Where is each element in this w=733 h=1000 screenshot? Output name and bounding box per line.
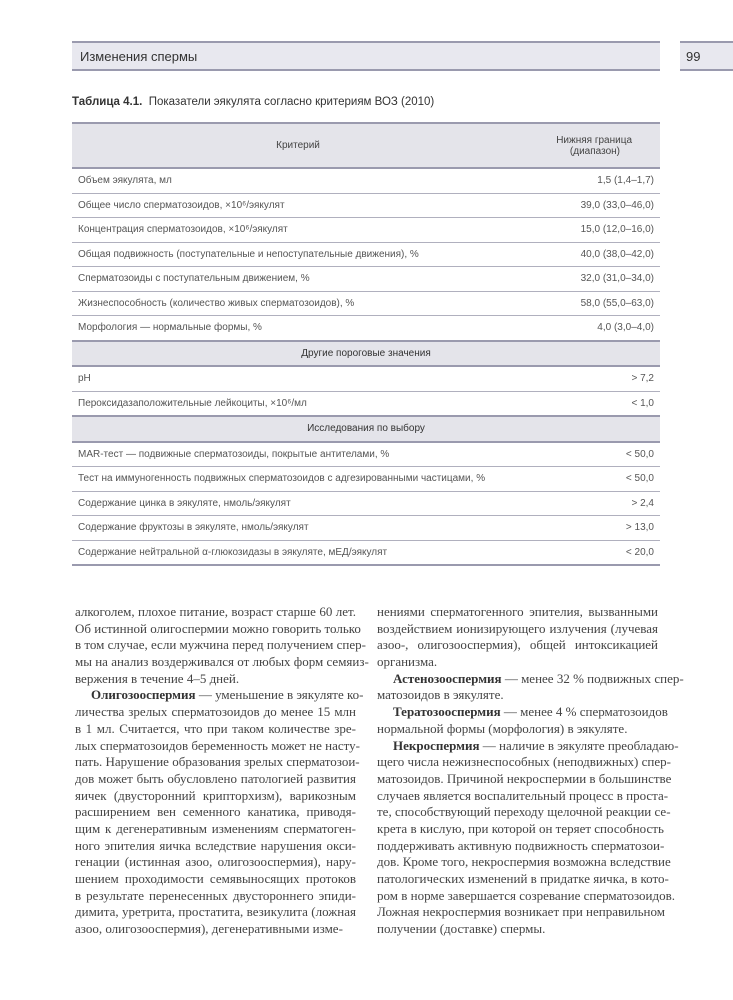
text: — менее 4 % сперматозоидов: [500, 704, 668, 720]
text-line: матозоидов в эякуляте.: [377, 687, 504, 703]
table-row: [72, 391, 660, 416]
text-line: личества зрелых сперматозоидов до менее 15 млн: [75, 704, 356, 720]
value-cell: < 20,0: [524, 540, 660, 565]
text-line: яичек (двусторонний крипторхизм), варикозным: [75, 787, 356, 803]
text-line: Ложная некроспермия возникает при неправильном: [377, 904, 665, 920]
value-cell: < 50,0: [524, 442, 660, 467]
criterion-cell: Сперматозоиды с поступательным движением, %: [72, 267, 524, 292]
value-cell: 15,0 (12,0–16,0): [524, 218, 660, 243]
criterion-cell: Содержание нейтральной α-глюкозидазы в эякуляте, мЕД/эякулят: [72, 540, 524, 565]
text-line: вержения в течение 4–5 дней.: [75, 670, 240, 686]
value-cell: 1,5 (1,4–1,7): [524, 168, 660, 193]
text-line: ного эпителия яичка вследствие нарушения окси-: [75, 837, 356, 853]
text-line: воздействием ионизирующего излучения (лучевая: [377, 620, 658, 636]
text-line: в том случае, если мужчина перед получением спер-: [75, 637, 366, 653]
text-line: случаев является воспалительный процесс в проста-: [377, 787, 669, 803]
criterion-cell: Концентрация сперматозоидов, ×10⁶/эякулят: [72, 218, 524, 243]
text-line: пать. Нарушение образования зрелых сперматозои-: [75, 754, 360, 770]
table-row: [72, 316, 660, 341]
text-line: генации (истинная азоо, олигозооспермия), нару-: [75, 854, 356, 870]
text-line: шением проходимости семявыносящих протоков: [75, 871, 356, 886]
value-cell: > 7,2: [524, 366, 660, 391]
criterion-cell: pH: [72, 366, 524, 391]
section-row: [72, 341, 660, 367]
text-line: в результате перенесенных двустороннего эпиди-: [75, 887, 356, 903]
left-text-column: [75, 604, 369, 938]
text-line: лых сперматозоидов беременность может не насту-: [75, 737, 360, 753]
text-line: мы на анализ воздерживался от любых форм семяиз-: [75, 654, 369, 670]
text-line: нениями сперматогенного эпителия, вызванными: [377, 604, 658, 619]
text-line: азоо-, олигозооспермия), общей интоксикацией: [377, 637, 658, 653]
text-line: алкоголем, плохое питание, возраст старше 60 лет.: [75, 604, 356, 619]
table-row: [72, 168, 660, 193]
text-line: азоо, олигозооспермия), дегенеративными изме-: [75, 921, 343, 937]
table-row: [72, 267, 660, 292]
table-row: [72, 366, 660, 391]
value-cell: 39,0 (33,0–46,0): [524, 193, 660, 218]
section-row: [72, 416, 660, 442]
paragraph-first-line: [377, 704, 668, 721]
text-line: крета в кислую, при которой он теряет способность: [377, 820, 664, 836]
text-line: дов может быть обусловлено патологией развития: [75, 770, 356, 786]
term: Некроспермия: [393, 737, 480, 753]
paragraph-first-line: [377, 737, 679, 755]
value-cell: 40,0 (38,0–42,0): [524, 242, 660, 267]
column-header-line1: Нижняя граница: [556, 134, 632, 146]
value-cell: 4,0 (3,0–4,0): [524, 316, 660, 341]
table-row: [72, 242, 660, 267]
column-header-line2: (диапазон): [569, 145, 620, 157]
who-criteria-table: [72, 122, 660, 566]
text-line: щим к дегенеративным изменениям сперматоген-: [75, 820, 356, 836]
column-header-lower-limit: [524, 123, 660, 168]
table-caption: [72, 96, 434, 108]
criterion-cell: Общее число сперматозоидов, ×10⁶/эякулят: [72, 193, 524, 218]
value-cell: 58,0 (55,0–63,0): [524, 291, 660, 316]
table-row: [72, 516, 660, 541]
table-row: [72, 467, 660, 492]
text-line: патологических изменений в придатке яичка, в кото-: [377, 871, 669, 886]
table-row: [72, 540, 660, 565]
page-number: 99: [686, 49, 701, 64]
text-line: нормальной формы (морфология) в эякуляте.: [377, 720, 628, 736]
value-cell: > 2,4: [524, 491, 660, 516]
section-title: Исследования по выбору: [72, 416, 660, 442]
text-line: димита, уретрита, простатита, везикулита (ложная: [75, 904, 356, 920]
criterion-cell: Морфология — нормальные формы, %: [72, 316, 524, 341]
value-cell: 32,0 (31,0–34,0): [524, 267, 660, 292]
term: Астенозооспермия: [393, 670, 502, 686]
criterion-cell: Содержание цинка в эякуляте, нмоль/эякулят: [72, 491, 524, 516]
criterion-cell: MAR-тест — подвижные сперматозоиды, покрытые антителами, %: [72, 442, 524, 467]
page-number-box: [680, 41, 733, 71]
paragraph-first-line: [75, 687, 364, 704]
value-cell: < 1,0: [524, 391, 660, 416]
text-line: дов. Кроме того, некроспермия возможна вследствие: [377, 854, 671, 870]
text-line: щего числа нежизнеспособных (неподвижных) спер-: [377, 754, 671, 770]
criterion-cell: Содержание фруктозы в эякуляте, нмоль/эякулят: [72, 516, 524, 541]
text-line: получении (доставке) спермы.: [377, 921, 546, 937]
column-header-criterion: Критерий: [72, 123, 524, 168]
text-line: те, способствующий переходу щелочной реакции се-: [377, 804, 671, 820]
criterion-cell: Тест на иммуногенность подвижных сперматозоидов с адгезированными частицами, %: [72, 467, 524, 492]
table-caption-label: Таблица 4.1.: [72, 96, 143, 108]
term: Тератозооспермия: [393, 704, 501, 720]
table-row: [72, 193, 660, 218]
criterion-cell: Общая подвижность (поступательные и непоступательные движения), %: [72, 242, 524, 267]
table-caption-text: Показатели эякулята согласно критериям ВОЗ (2010): [148, 96, 435, 108]
running-header: [72, 41, 660, 71]
value-cell: < 50,0: [524, 467, 660, 492]
text-line: поддерживать активную подвижность сперматозои-: [377, 837, 665, 853]
table-row: [72, 491, 660, 516]
text-line: в 1 мл. Считается, что при таком количестве зре-: [75, 720, 356, 736]
criterion-cell: Объем эякулята, мл: [72, 168, 524, 193]
text: — уменьшение в эякуляте ко-: [195, 687, 364, 703]
criterion-cell: Жизнеспособность (количество живых сперматозоидов), %: [72, 291, 524, 316]
section-title: Другие пороговые значения: [72, 341, 660, 367]
text-line: матозоидов. Причиной некроспермии в большинстве: [377, 770, 672, 786]
table-row: [72, 291, 660, 316]
table-row: [72, 218, 660, 243]
text: — наличие в эякуляте преобладаю-: [479, 737, 679, 753]
table-row: [72, 442, 660, 467]
value-cell: > 13,0: [524, 516, 660, 541]
right-text-column: [377, 604, 684, 938]
criterion-cell: Пероксидазаположительные лейкоциты, ×10⁶/мл: [72, 391, 524, 416]
text-line: расширением вен семенного канатика, приводя-: [75, 804, 356, 820]
paragraph-first-line: [377, 670, 684, 688]
text: — менее 32 % подвижных спер-: [501, 670, 684, 686]
term: Олигозооспермия: [91, 687, 196, 703]
text-line: организма.: [377, 654, 438, 670]
text-line: Об истинной олигоспермии можно говорить только: [75, 620, 361, 636]
text-line: ром в норме завершается созревание сперматозоидов.: [377, 887, 675, 903]
running-header-title: Изменения спермы: [80, 49, 198, 64]
